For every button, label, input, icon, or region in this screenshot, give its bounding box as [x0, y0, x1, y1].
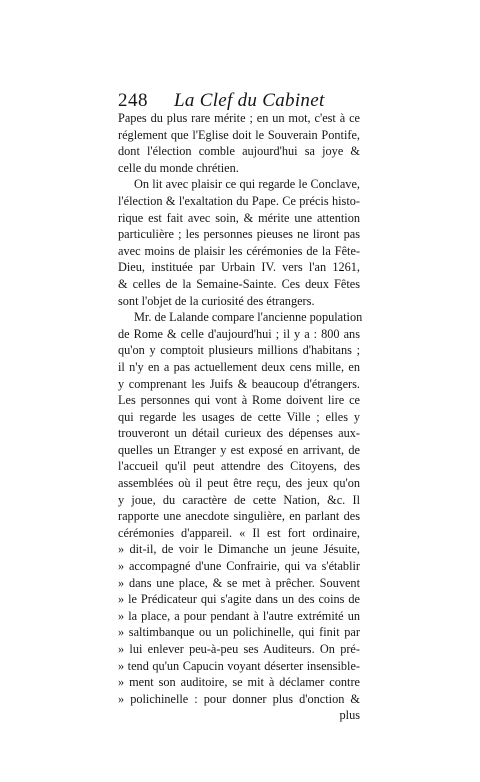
text-line: Mr. de Lalande compare l'ancienne population	[134, 310, 363, 325]
text-line: sont l'objet de la curiosité des étrangers.	[118, 293, 315, 308]
text-line: On lit avec plaisir ce qui regarde le Conclave,	[134, 177, 360, 192]
catchword-row	[118, 707, 360, 724]
text-line: celle du monde chrétien.	[118, 160, 239, 175]
text-line: il n'y en a pas actuellement deux cens mille, en	[118, 359, 360, 374]
text-line: réglement que l'Eglise doit le Souverain Pontife,	[118, 127, 360, 142]
text-line: Les personnes qui vont à Rome doivent lire ce	[118, 393, 360, 408]
text-line: » accompagné d'une Confrairie, qui va s'établir	[118, 559, 360, 574]
running-title: La Clef du Cabinet	[174, 90, 325, 111]
text-line: Papes du plus rare mérite ; en un mot, c'est à ce	[118, 111, 360, 125]
page-number: 248	[118, 90, 148, 111]
catchword: plus	[339, 708, 360, 723]
text-line: quelles un Etranger y est exposé en arrivant, de	[118, 442, 360, 457]
text-line: » ment son auditoire, se mit à déclamer contre	[118, 675, 360, 690]
text-line: y joue, du caractère de cette Nation, &c. Il	[118, 492, 360, 507]
text-line: de Rome & celle d'aujourd'hui ; il y a : 800 ans	[118, 326, 360, 341]
text-line: » saltimbanque ou un polichinelle, qui finit par	[118, 625, 360, 640]
text-line: qu'on y comptoit plusieurs millions d'habitans ;	[118, 343, 360, 358]
text-line: particulière ; les personnes pieuses ne liront pas	[118, 227, 360, 242]
text-line: Dieu, instituée par Urbain IV. vers l'an 1261,	[118, 260, 360, 275]
text-line: l'élection & l'exaltation du Pape. Ce précis histo-	[118, 193, 360, 208]
text-line: » dans une place, & se met à prêcher. Souvent	[118, 575, 360, 590]
text-line: rapporte une anecdote singulière, en parlant des	[118, 509, 360, 524]
body-text	[118, 110, 363, 724]
text-line: » le Prédicateur qui s'agite dans un des coins de	[118, 592, 360, 607]
text-line: cérémonies d'appareil. « Il est fort ordinaire,	[118, 525, 360, 540]
text-line: avec moins de plaisir les cérémonies de la Fête-	[118, 243, 360, 258]
text-line: » dit-il, de voir le Dimanche un jeune Jésuite,	[118, 542, 360, 557]
text-line: assemblées où il peut être reçu, des jeux qu'on	[118, 476, 360, 491]
text-line: & celles de la Semaine-Sainte. Ces deux Fêtes	[118, 276, 360, 291]
text-line: rique est fait avec soin, & mérite une attention	[118, 210, 360, 225]
text-line: » lui enlever peu-à-peu ses Auditeurs. On pré-	[118, 642, 360, 656]
text-line: » tend qu'un Capucin voyant déserter insensible-	[118, 658, 360, 673]
text-line: y comprenant les Juifs & beaucoup d'étrangers.	[118, 376, 360, 391]
text-line: » polichinelle : pour donner plus d'onction &	[118, 691, 360, 706]
text-line: qui regarde les usages de cette Ville ; elles y	[118, 409, 360, 424]
text-line: dont l'élection comble aujourd'hui sa joye &	[118, 144, 360, 159]
text-line: » la place, a pour pendant à l'autre extrémité un	[118, 608, 360, 623]
text-line: trouveront un détail curieux des dépenses aux-	[118, 426, 360, 441]
text-line: l'accueil qu'il peut attendre des Citoyens, des	[118, 459, 360, 474]
